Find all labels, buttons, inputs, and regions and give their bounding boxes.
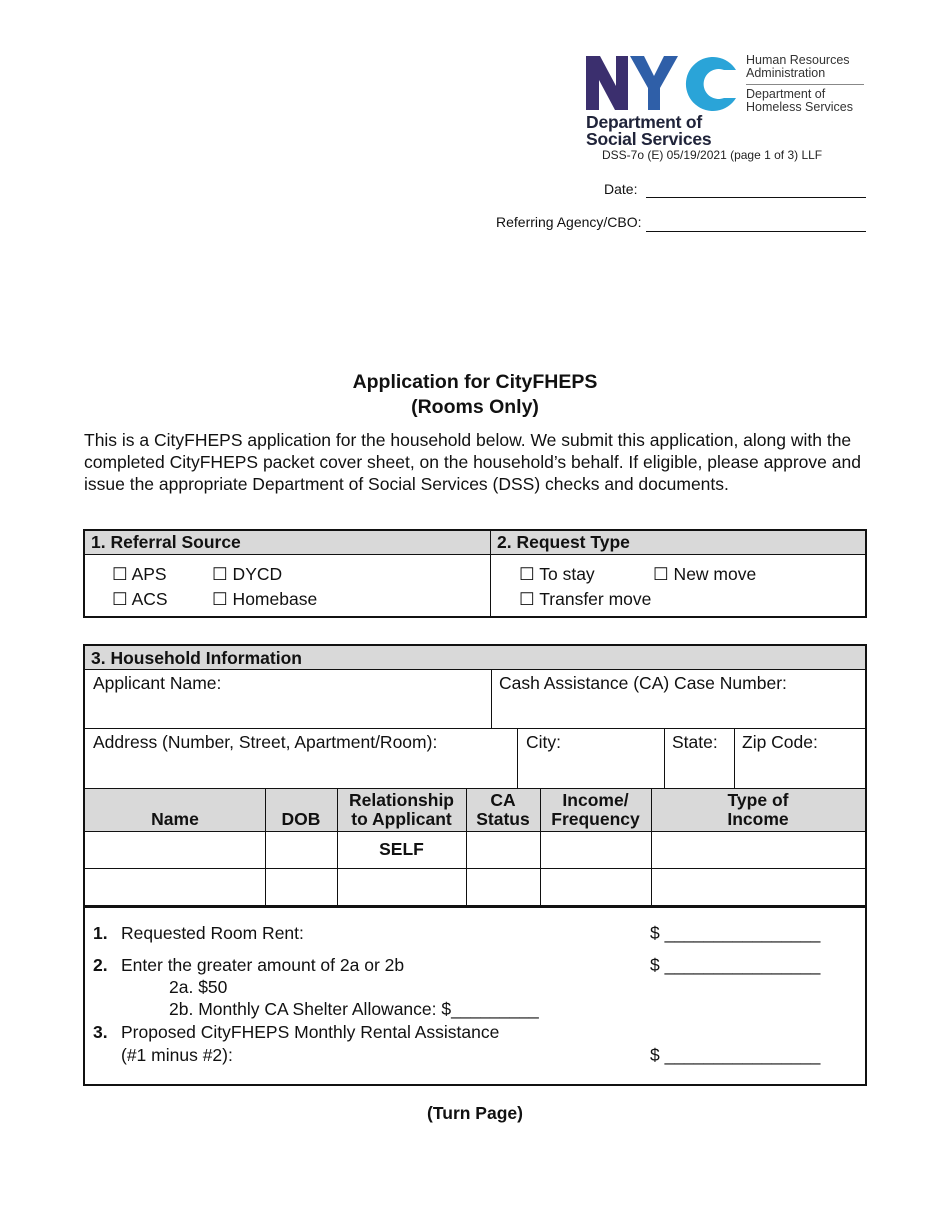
logo-agencies [746, 54, 864, 114]
room-rent-field[interactable]: $ ________________ [650, 923, 821, 943]
section-heading: 2. Request Type [491, 531, 865, 555]
calc-item-2a: 2a. $50 [169, 977, 228, 997]
case-number-label: Cash Assistance (CA) Case Number: [499, 673, 787, 693]
date-label: Date: [604, 181, 638, 197]
nyc-logo-icon [586, 56, 738, 112]
col-header-type-of-income: Type of Income [727, 790, 789, 829]
page-title: Application for CityFHEPS [352, 371, 598, 393]
nyc-dss-logo [586, 54, 866, 154]
intro-paragraph: This is a CityFHEPS application for the household below. We submit this application, along with the completed CityFHEPS packet cover sheet, on the household’s behalf. If eligible, please approve and issue the appropriate Department of Social Services (DSS) checks and documents. [84, 430, 861, 494]
referral-source-section [85, 531, 491, 616]
page-subtitle: (Rooms Only) [411, 396, 539, 418]
col-header-name: Name [151, 809, 199, 829]
agency-line: Administration [746, 66, 826, 80]
turn-page-label: (Turn Page) [427, 1103, 523, 1123]
household-information-table [83, 644, 867, 1086]
request-type-section [491, 531, 865, 616]
agency-label: Referring Agency/CBO: [496, 214, 642, 230]
date-field[interactable] [646, 197, 866, 198]
member-name-cell[interactable] [85, 832, 265, 868]
dept-line: Department of [746, 87, 826, 101]
calc-item-3-line2: (#1 minus #2): [121, 1045, 233, 1065]
checkbox-transfer-move[interactable]: ☐ Transfer move [519, 589, 652, 609]
logo-dept-name: Department of Social Services [586, 112, 712, 149]
agency-field[interactable] [646, 231, 866, 232]
checkbox-new-move[interactable]: ☐ New move [653, 564, 757, 584]
col-header-dob: DOB [281, 809, 321, 829]
col-header-income-frequency: Income/ Frequency [551, 790, 640, 829]
checkbox-homebase[interactable]: ☐ Homebase [212, 589, 318, 609]
col-header-relationship: Relationship to Applicant [348, 790, 454, 829]
calc-item-1: 1. Requested Room Rent: [93, 923, 304, 943]
col-header-ca-status: CA Status [476, 790, 530, 829]
checkbox-aps[interactable]: ☐ APS [112, 564, 167, 584]
member-name-cell[interactable] [85, 869, 265, 905]
dept-line: Homeless Services [746, 100, 853, 114]
checkbox-acs[interactable]: ☐ ACS [112, 589, 168, 609]
applicant-name-label: Applicant Name: [93, 673, 222, 693]
rental-assistance-field[interactable]: $ ________________ [650, 1045, 821, 1065]
calc-item-2: 2. Enter the greater amount of 2a or 2b [93, 955, 405, 975]
checkbox-dycd[interactable]: ☐ DYCD [212, 564, 283, 584]
calc-item-3: 3. Proposed CityFHEPS Monthly Rental Assistance [93, 1022, 500, 1042]
greater-amount-field[interactable]: $ ________________ [650, 955, 821, 975]
form-id: DSS-7o (E) 05/19/2021 (page 1 of 3) LLF [602, 148, 823, 162]
address-label: Address (Number, Street, Apartment/Room): [93, 732, 438, 752]
zip-label: Zip Code: [742, 732, 818, 752]
state-label: State: [672, 732, 718, 752]
agency-line: Human Resources [746, 53, 850, 67]
referral-request-table [83, 529, 867, 618]
self-cell: SELF [379, 839, 424, 859]
calc-item-2b[interactable]: 2b. Monthly CA Shelter Allowance: $_________ [169, 999, 539, 1019]
checkbox-to-stay[interactable]: ☐ To stay [519, 564, 595, 584]
section-heading: 1. Referral Source [85, 531, 490, 555]
city-label: City: [526, 732, 561, 752]
section-heading: 3. Household Information [91, 648, 302, 668]
